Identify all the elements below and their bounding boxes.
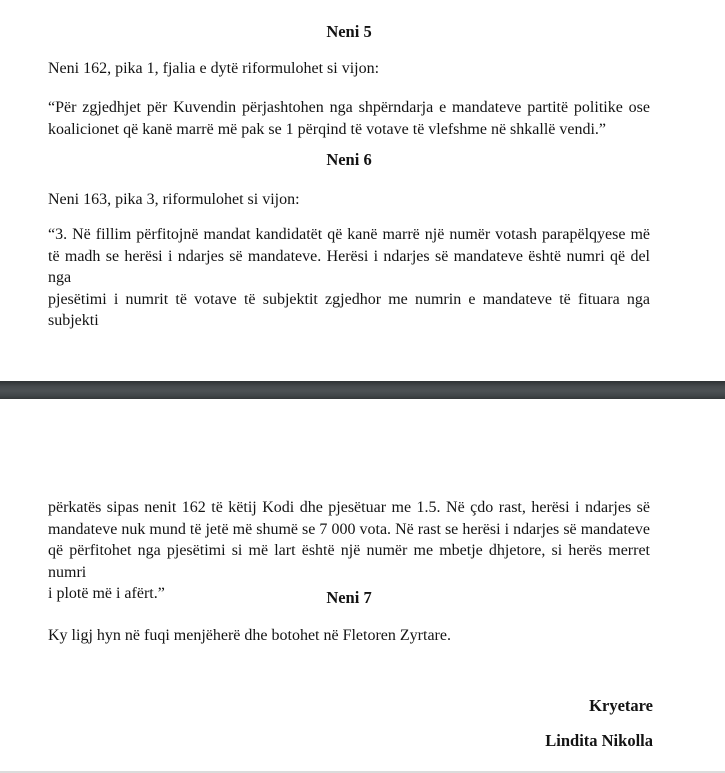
signature-title: Kryetare [589, 696, 653, 715]
paragraph-line: që përfitohet nga pjesëtimi si më lart është një numër me mbetje dhjetore, si herës merret numri [48, 542, 650, 581]
paragraph-neni-162-quote [48, 97, 650, 140]
signature-name: Lindita Nikolla [545, 731, 653, 750]
intro-line-neni-162: Neni 162, pika 1, fjalia e dytë riformulohet si vijon: [48, 60, 380, 77]
paragraph-line: “Për zgjedhjet për Kuvendin përjashtohen nga shpërndarja e mandateve partitë politike ose [48, 99, 650, 116]
paragraph-line: i plotë më i afërt.” [48, 585, 165, 602]
paragraph-line: përkatës sipas nenit 162 të këtij Kodi dhe pjesëtuar me 1.5. Në çdo rast, herësi i ndarjes së [48, 499, 650, 516]
page-break-separator [0, 381, 725, 399]
paragraph-line: mandateve nuk mund të jetë më shumë se 7 000 vota. Në rast se herësi i ndarjes së mandateve [48, 520, 650, 538]
paragraph-neni-163-quote-part1 [48, 224, 650, 332]
paragraph-line: “3. Në fillim përfitojnë mandat kandidatët që kanë marrë një numër votash parapëlqyese më [48, 226, 650, 243]
paragraph-line: të madh se herësi i ndarjes së mandateve. Herësi i ndarjes së mandateve është numri që del nga [48, 247, 650, 286]
paragraph-line: pjesëtimi i numrit të votave të subjektit zgjedhor me numrin e mandateve të fituara nga subjekti [48, 290, 650, 329]
article-heading-neni-7: Neni 7 [326, 588, 372, 607]
article-heading-neni-5: Neni 5 [326, 22, 372, 41]
closing-provision-line: Ky ligj hyn në fuqi menjëherë dhe botohet në Fletoren Zyrtare. [48, 627, 451, 644]
paragraph-line: koalicionet që kanë marrë më pak se 1 përqind të votave të vlefshme në shkallë vendi.” [48, 120, 607, 138]
intro-line-neni-163: Neni 163, pika 3, riformulohet si vijon: [48, 191, 300, 208]
article-heading-neni-6: Neni 6 [326, 150, 372, 169]
